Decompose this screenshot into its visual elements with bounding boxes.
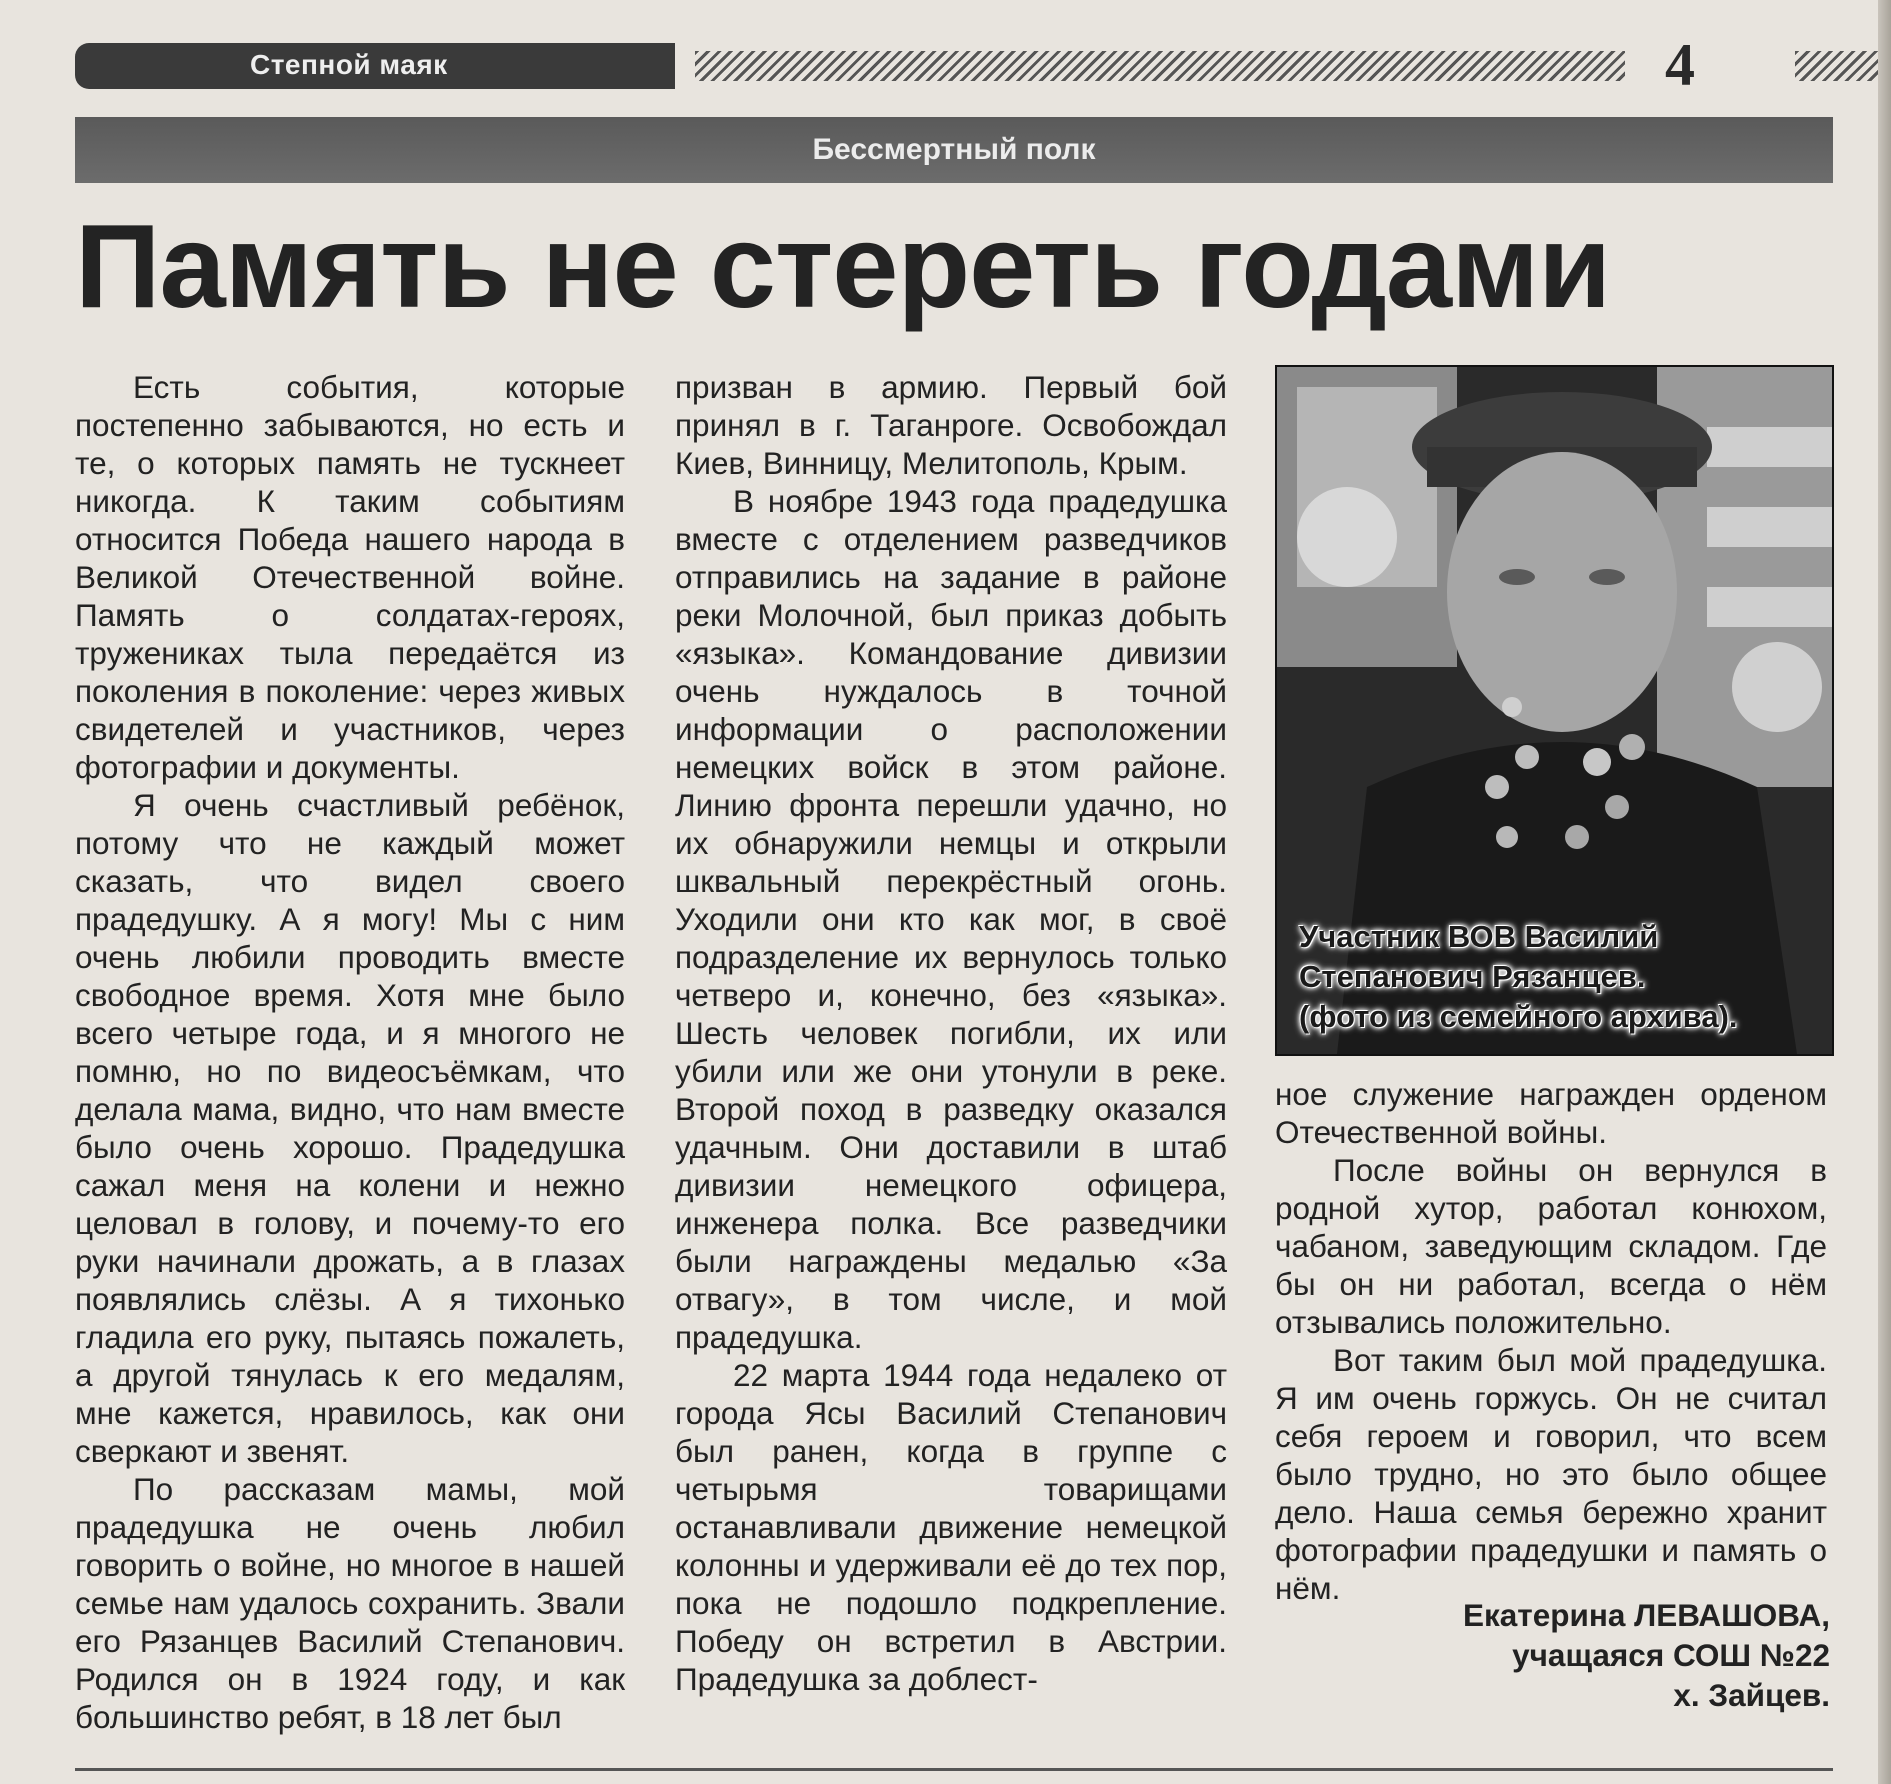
paragraph: По рассказам мамы, мой прадедушка не очень любил говорить о войне, но многое в нашей семье нам удалось сохранить. Звали его Рязанцев Василий Степанович. Родился он в 1924 году, и как большинство ребят, в 18 лет был [75, 1471, 625, 1735]
author-name: Екатерина ЛЕВАШОВА, [1462, 1597, 1830, 1633]
page-number: 4 [1640, 35, 1720, 95]
paragraph: После войны он вернулся в родной хутор, работал конюхом, чабаном, заведующим складом. Где бы он ни работал, всегда о нём отзывались положительно. [1275, 1152, 1827, 1340]
bottom-rule [75, 1768, 1833, 1771]
photo-caption-line: Степанович Рязанцев. [1299, 959, 1646, 994]
masthead [75, 32, 1891, 98]
photo-caption [1299, 917, 1819, 1037]
paragraph: Я очень счастливый ребёнок, потому что не каждый может сказать, что видел своего прадедушку. А я могу! Мы с ним очень любили проводить вместе свободное время. Хотя мне было всего четыре года, и я многого не помню, но по видеосъёмкам, что делала мама, видно, что нам вместе было очень хорошо. Прадедушка сажал меня на колени и нежно целовал в голову, и почему-то его руки начинали дрожать, а в глазах появлялись слёзы. А я тихонько гладила его руку, пытаясь пожалеть, а другой тянулась к его медалям, мне кажется, нравилось, как они сверкают и звенят. [75, 787, 625, 1469]
author-place: х. Зайцев. [1673, 1677, 1830, 1713]
paragraph: Вот таким был мой прадедушка. Я им очень горжусь. Он не считал себя героем и говорил, что всем было трудно, но это было общее дело. Наша семья бережно хранит фотографии прадедушки и память о нём. [1275, 1342, 1827, 1606]
article-column-1 [75, 368, 625, 1736]
paragraph: В ноябре 1943 года прадедушка вместе с отделением разведчиков отправились на задание в районе реки Молочной, был приказ добыть «языка». Командование дивизии очень нуждалось в точной информации о расположении немецких войск в этом районе. Линию фронта перешли удачно, но их обнаружили немцы и открыли шквальный перекрёстный огонь. Уходили они кто как мог, в своё подразделение их вернулось только четверо и, конечно, без «языка». Шесть человек погибли, их или убили или же они утонули в реке. Второй поход в разведку оказался удачным. Они доставили в штаб дивизии немецкого офицера, инженера полка. Все разведчики были награждены медалью «За отвагу», в том числе, и мой прадедушка. [675, 483, 1227, 1355]
photo-caption-line: (фото из семейного архива). [1299, 999, 1738, 1034]
paragraph: призван в армию. Первый бой принял в г. Таганроге. Освобождал Киев, Винницу, Мелитополь, Крым. [675, 369, 1227, 481]
paragraph: 22 марта 1944 года недалеко от города Ясы Василий Степанович был ранен, когда в группе с четырьмя товарищами останавливали движение немецкой колонны и удерживали её до тех пор, пока не подошло подкрепление. Победу он встретил в Австрии. Прадедушка за доблест- [675, 1357, 1227, 1697]
article-column-3 [1275, 1075, 1827, 1607]
author-signature [1275, 1595, 1830, 1715]
section-banner [75, 117, 1833, 183]
section-label: Бессмертный полк [812, 133, 1096, 166]
article-headline: Память не стереть годами [75, 200, 1611, 333]
page-edge [1878, 0, 1891, 1784]
veteran-photo [1275, 365, 1834, 1056]
paragraph: Есть события, которые постепенно забываются, но есть и те, о которых память не тускнеет никогда. К таким событиям относится Победа нашего народа в Великой Отечественной войне. Память о солдатах-героях, тружениках тыла передаётся из поколения в поколение: через живых свидетелей и участников, через фотографии и документы. [75, 369, 625, 785]
masthead-hatch-right [1795, 51, 1891, 81]
paragraph: ное служение награжден орденом Отечественной войны. [1275, 1076, 1827, 1150]
photo-caption-line: Участник ВОВ Василий [1299, 919, 1659, 954]
masthead-hatch [695, 51, 1625, 81]
newspaper-name: Степной маяк [250, 49, 448, 80]
author-school: учащаяся СОШ №22 [1512, 1637, 1830, 1673]
article-column-2 [675, 368, 1227, 1698]
